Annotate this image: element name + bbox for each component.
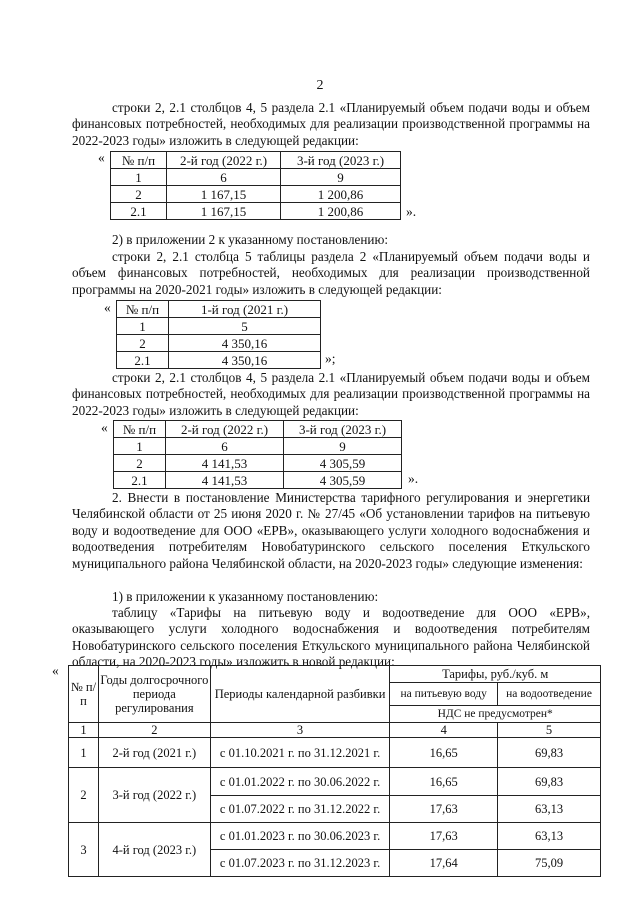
header-periods: Периоды календарной разбивки xyxy=(210,666,390,723)
table-header-cell: 3-й год (2023 г.) xyxy=(284,421,402,438)
table-header-cell: 2-й год (2022 г.) xyxy=(167,152,281,169)
table-cell: 5 xyxy=(169,318,321,335)
quote-open-2: « xyxy=(104,300,111,315)
row-drain: 69,83 xyxy=(498,738,601,768)
row-year: 3-й год (2022 г.) xyxy=(98,768,210,823)
row-water: 17,64 xyxy=(390,850,498,877)
row-drain: 75,09 xyxy=(498,850,601,877)
table-row xyxy=(114,472,402,489)
quote-open-4: « xyxy=(52,663,59,678)
table-cell: 6 xyxy=(166,438,284,455)
table-cell: 6 xyxy=(167,169,281,186)
table-header-row xyxy=(114,421,402,438)
row-year: 2-й год (2021 г.) xyxy=(98,738,210,768)
table-cell: 2 xyxy=(114,455,166,472)
table-row xyxy=(111,186,401,203)
column-number-row xyxy=(69,723,601,738)
table-cell: 4 305,59 xyxy=(284,472,402,489)
table-header-cell: 2-й год (2022 г.) xyxy=(166,421,284,438)
table-header-row xyxy=(117,301,321,318)
row-num: 3 xyxy=(69,823,99,877)
table-header-row xyxy=(111,152,401,169)
table-2 xyxy=(116,300,321,369)
row-water: 16,65 xyxy=(390,768,498,796)
quote-close-2: »; xyxy=(325,351,336,366)
table-header-row xyxy=(69,666,601,683)
table-header-cell: № п/п xyxy=(111,152,167,169)
row-period: с 01.01.2023 г. по 30.06.2023 г. xyxy=(210,823,390,850)
table-cell: 2 xyxy=(111,186,167,203)
header-years: Годы долгосрочного периода регулирования xyxy=(98,666,210,723)
column-number: 3 xyxy=(210,723,390,738)
table-cell: 2.1 xyxy=(111,203,167,220)
paragraph-6: 1) в приложении к указанному постановлению: xyxy=(112,589,379,604)
row-num: 1 xyxy=(69,738,99,768)
table-row xyxy=(117,318,321,335)
table-header-cell: № п/п xyxy=(117,301,169,318)
paragraph-5: 2. Внести в постановление Министерства тарифного регулирования и энергетики Челябинской области от 25 июня 2020 г. № 27/45 «Об установлении тарифов на питьевую воду и водоотведение для ООО «ЕРВ», оказывающего услуги холодного водоснабжения и водоотведения потребителям Новобатуринского сельского поселения Еткульского муниципального района Челябинской области, на 2020-2023 годы» следующие изменения: xyxy=(72,490,590,571)
header-vat: НДС не предусмотрен* xyxy=(390,706,601,723)
table-1 xyxy=(110,151,401,220)
table-header-cell: 3-й год (2023 г.) xyxy=(281,152,401,169)
table-cell: 9 xyxy=(281,169,401,186)
table-cell: 2 xyxy=(117,335,169,352)
table-row xyxy=(69,738,601,768)
paragraph-7: таблицу «Тарифы на питьевую воду и водоотведение для ООО «ЕРВ», оказывающего услуги холодного водоснабжения и водоотведения потребителям Новобатуринского сельского поселения Еткульского муниципального района Челябинской области, на 2020-2023 годы» изложить в новой редакции: xyxy=(72,605,590,670)
table-row xyxy=(69,823,601,850)
row-drain: 69,83 xyxy=(498,768,601,796)
table-row xyxy=(111,169,401,186)
table-header-cell: 1-й год (2021 г.) xyxy=(169,301,321,318)
table-3 xyxy=(113,420,402,489)
paragraph-1: строки 2, 2.1 столбцов 4, 5 раздела 2.1 «Планируемый объем подачи воды и объем финансовых потребностей, необходимых для реализации производственной программы на 2022-2023 годы» изложить в следующей редакции: xyxy=(72,100,590,148)
table-cell: 2.1 xyxy=(117,352,169,369)
row-num: 2 xyxy=(69,768,99,823)
table-cell: 1 200,86 xyxy=(281,186,401,203)
header-drain: на водоотведение xyxy=(498,683,601,706)
row-drain: 63,13 xyxy=(498,823,601,850)
row-period: с 01.07.2023 г. по 31.12.2023 г. xyxy=(210,850,390,877)
row-period: с 01.07.2022 г. по 31.12.2022 г. xyxy=(210,796,390,823)
table-cell: 4 141,53 xyxy=(166,455,284,472)
table-cell: 1 167,15 xyxy=(167,203,281,220)
header-num: № п/п xyxy=(69,666,99,723)
row-period: с 01.10.2021 г. по 31.12.2021 г. xyxy=(210,738,390,768)
table-cell: 4 305,59 xyxy=(284,455,402,472)
table-cell: 1 xyxy=(111,169,167,186)
table-cell: 1 200,86 xyxy=(281,203,401,220)
table-header-cell: № п/п xyxy=(114,421,166,438)
row-water: 17,63 xyxy=(390,823,498,850)
header-water: на питьевую воду xyxy=(390,683,498,706)
row-year: 4-й год (2023 г.) xyxy=(98,823,210,877)
paragraph-4: строки 2, 2.1 столбцов 4, 5 раздела 2.1 «Планируемый объем подачи воды и объем финансовых потребностей, необходимых для реализации производственной программы на 2022-2023 годы» изложить в следующей редакции: xyxy=(72,370,590,418)
table-cell: 4 350,16 xyxy=(169,335,321,352)
quote-open-1: « xyxy=(98,150,105,165)
quote-close-1: ». xyxy=(406,204,417,219)
table-cell: 1 xyxy=(114,438,166,455)
table-cell: 2.1 xyxy=(114,472,166,489)
column-number: 1 xyxy=(69,723,99,738)
table-cell: 9 xyxy=(284,438,402,455)
column-number: 2 xyxy=(98,723,210,738)
table-row xyxy=(117,335,321,352)
row-period: с 01.01.2022 г. по 30.06.2022 г. xyxy=(210,768,390,796)
quote-open-3: « xyxy=(101,420,108,435)
tariffs-table xyxy=(68,665,601,877)
table-cell: 1 167,15 xyxy=(167,186,281,203)
page-number: 2 xyxy=(316,78,324,93)
table-row xyxy=(114,455,402,472)
paragraph-3: строки 2, 2.1 столбца 5 таблицы раздела 2 «Планируемый объем подачи воды и объем финансовых потребностей, необходимых для реализации производственной программы на 2020-2021 годы» изложить в следующей редакции: xyxy=(72,249,590,297)
column-number: 5 xyxy=(498,723,601,738)
table-row xyxy=(69,768,601,796)
table-row xyxy=(117,352,321,369)
quote-close-3: ». xyxy=(408,471,419,486)
table-cell: 4 350,16 xyxy=(169,352,321,369)
table-cell: 4 141,53 xyxy=(166,472,284,489)
table-cell: 1 xyxy=(117,318,169,335)
header-tariffs: Тарифы, руб./куб. м xyxy=(390,666,601,683)
paragraph-2: 2) в приложении 2 к указанному постановлению: xyxy=(112,232,389,247)
row-drain: 63,13 xyxy=(498,796,601,823)
table-row xyxy=(114,438,402,455)
table-row xyxy=(111,203,401,220)
row-water: 16,65 xyxy=(390,738,498,768)
row-water: 17,63 xyxy=(390,796,498,823)
column-number: 4 xyxy=(390,723,498,738)
